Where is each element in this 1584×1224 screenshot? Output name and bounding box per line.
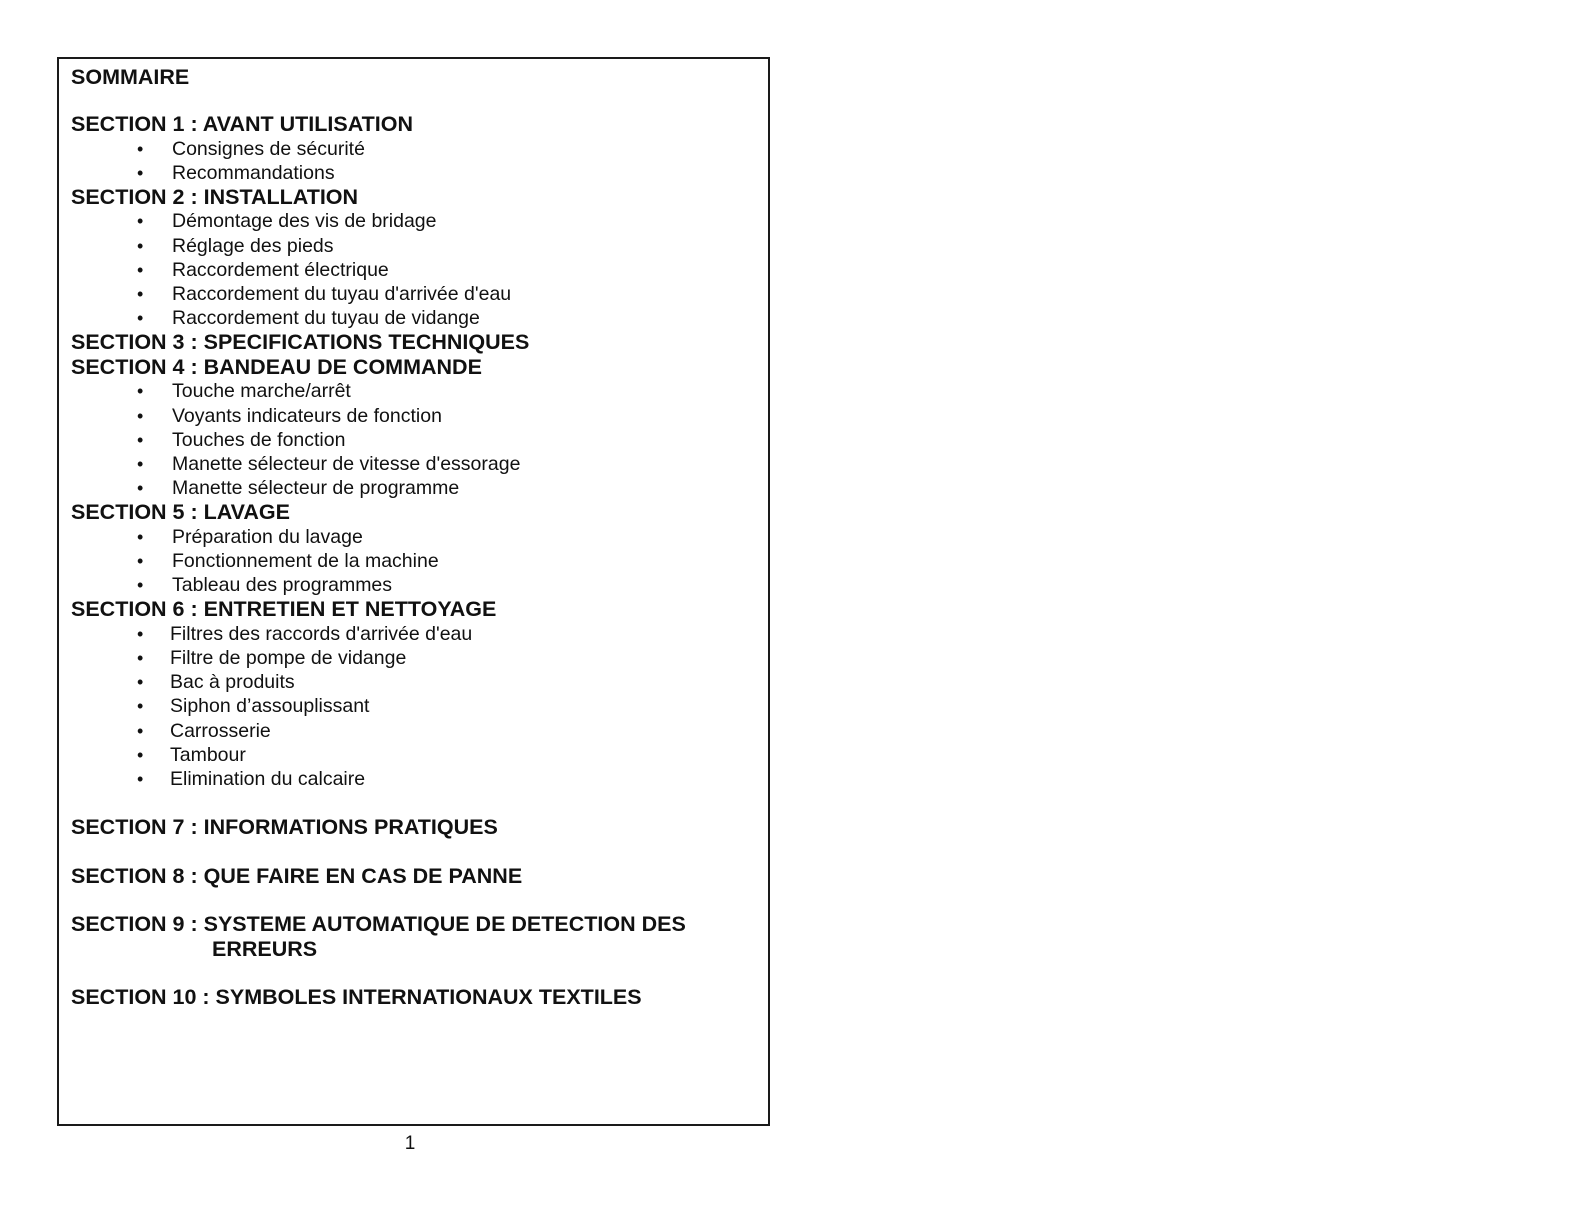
section-2-items: [71, 209, 751, 330]
list-item: • Voyants indicateurs de fonction: [137, 404, 442, 427]
list-item: • Préparation du lavage: [137, 525, 363, 548]
section-heading-2: SECTION 2 : INSTALLATION: [71, 184, 359, 209]
list-item: • Recommandations: [137, 161, 335, 184]
section-heading-1: SECTION 1 : AVANT UTILISATION: [71, 112, 414, 136]
bullet-icon: •: [137, 720, 144, 741]
table-of-contents: [71, 64, 751, 1010]
section-1-items: [71, 137, 751, 185]
bullet-icon: •: [137, 623, 144, 644]
list-item: • Réglage des pieds: [137, 234, 334, 257]
bullet-icon: •: [137, 429, 144, 450]
bullet-icon: •: [137, 405, 144, 426]
list-item: • Tambour: [137, 743, 246, 766]
bullet-icon: •: [137, 550, 144, 571]
bullet-icon: •: [137, 672, 144, 693]
bullet-icon: •: [137, 478, 144, 499]
section-heading-3: SECTION 3 : SPECIFICATIONS TECHNIQUES: [71, 330, 530, 355]
section-6-items: [71, 622, 751, 791]
list-item: • Manette sélecteur de vitesse d'essorage: [137, 452, 521, 475]
list-item: • Tableau des programmes: [137, 574, 393, 597]
bullet-icon: •: [137, 235, 144, 256]
bullet-icon: •: [137, 696, 144, 717]
section-heading-7: SECTION 7 : INFORMATIONS PRATIQUES: [71, 815, 498, 840]
page-number: 1: [404, 1133, 416, 1154]
section-heading-9: [71, 912, 751, 961]
section-heading-4: SECTION 4 : BANDEAU DE COMMANDE: [71, 354, 482, 379]
list-item: • Carrosserie: [137, 719, 271, 742]
bullet-icon: •: [137, 283, 144, 304]
section-heading-9-line2: ERREURS: [212, 936, 318, 961]
bullet-icon: •: [137, 162, 144, 183]
list-item: • Touches de fonction: [137, 428, 346, 451]
section-heading-5: SECTION 5 : LAVAGE: [71, 500, 290, 525]
bullet-icon: •: [137, 768, 144, 789]
bullet-icon: •: [137, 526, 144, 547]
list-item: • Raccordement du tuyau d'arrivée d'eau: [137, 282, 512, 305]
bullet-icon: •: [137, 308, 144, 329]
list-item: • Raccordement électrique: [137, 258, 389, 281]
bullet-icon: •: [137, 744, 144, 765]
bullet-icon: •: [137, 575, 144, 596]
list-item: • Manette sélecteur de programme: [137, 477, 460, 500]
list-item: • Siphon d’assouplissant: [137, 695, 370, 718]
section-heading-10: SECTION 10 : SYMBOLES INTERNATIONAUX TEXTILES: [71, 985, 642, 1010]
toc-title: SOMMAIRE: [71, 65, 190, 89]
bullet-icon: •: [137, 138, 144, 159]
bullet-icon: •: [137, 453, 144, 474]
section-4-items: [71, 379, 751, 500]
section-heading-9-line1: SECTION 9 : SYSTEME AUTOMATIQUE DE DETECTION DES: [71, 912, 686, 937]
list-item: • Démontage des vis de bridage: [137, 210, 437, 233]
list-item: • Elimination du calcaire: [137, 767, 366, 790]
section-heading-8: SECTION 8 : QUE FAIRE EN CAS DE PANNE: [71, 863, 523, 888]
list-item: • Filtre de pompe de vidange: [137, 647, 407, 669]
bullet-icon: •: [137, 381, 144, 402]
list-item: • Raccordement du tuyau de vidange: [137, 307, 480, 330]
section-heading-6: SECTION 6 : ENTRETIEN ET NETTOYAGE: [71, 597, 497, 622]
list-item: • Bac à produits: [137, 671, 295, 694]
bullet-icon: •: [137, 259, 144, 280]
list-item: • Filtres des raccords d'arrivée d'eau: [137, 622, 473, 645]
section-5-items: [71, 525, 751, 598]
list-item: • Touche marche/arrêt: [137, 380, 351, 403]
bullet-icon: •: [137, 648, 144, 668]
bullet-icon: •: [137, 211, 144, 232]
list-item: • Fonctionnement de la machine: [137, 549, 439, 572]
list-item: • Consignes de sécurité: [137, 137, 365, 160]
